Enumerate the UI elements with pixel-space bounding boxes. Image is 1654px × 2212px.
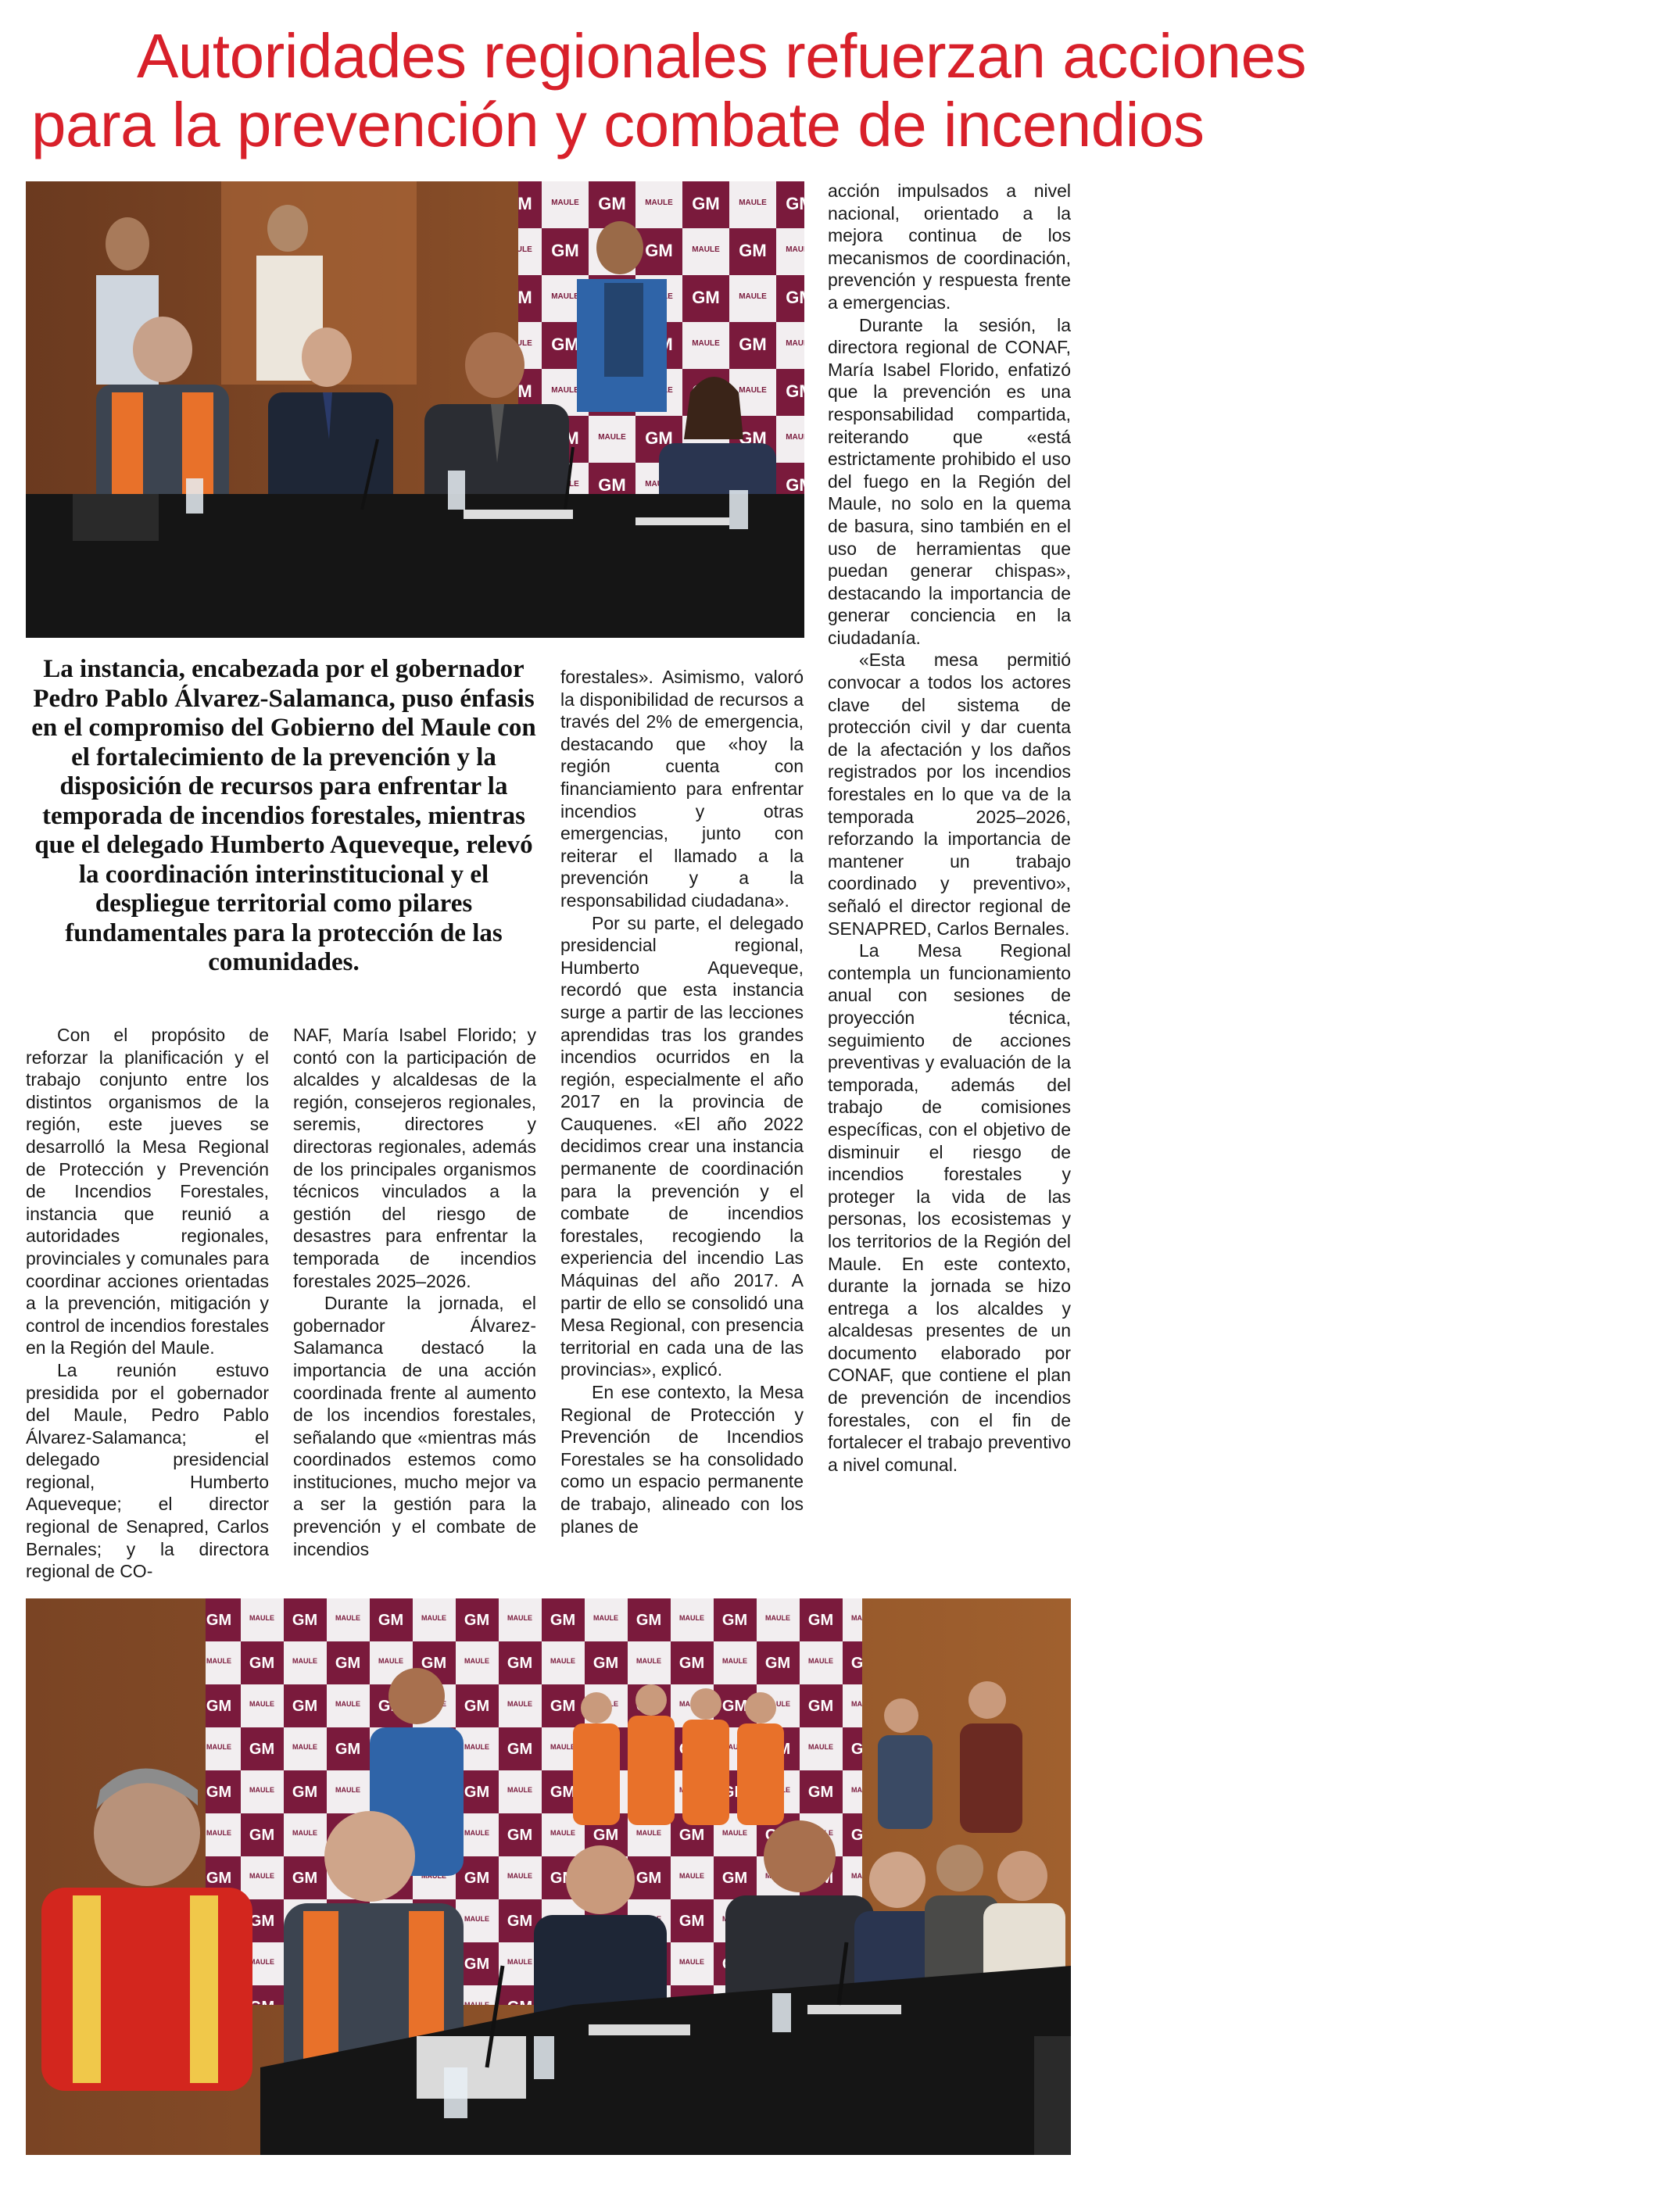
article-column-2	[293, 1024, 536, 1560]
meeting-photo-bottom	[26, 1598, 1071, 2155]
article-lead: La instancia, encabezada por el gobernador Pedro Pablo Álvarez-Salamanca, puso énfasis en el compromiso del Gobierno del Maule con el fortalecimiento de la prevención y la disposición de recursos para enfrentar la temporada de incendios forestales, mientras que el delegado Humberto Aqueveque, relevó la coordinación interinstitucional y el despliegue territorial como pilares fundamentales para la protección de las comunidades.	[31, 655, 536, 976]
article-column-4	[828, 180, 1071, 1476]
paragraph: forestales». Asimismo, valoró la disponibilidad de recursos a través del 2% de emergencia, destacando que «hoy la región cuenta con financiamiento para enfrentar incendios y otras emergencias, junto con reiterar el llamado a la prevención y a la responsabilidad ciudadana».	[560, 667, 804, 911]
headline	[31, 21, 1306, 159]
paragraph: «Esta mesa permitió convocar a todos los actores clave del sistema de protección civil y dar cuenta de la afectación y los daños registrados por los incendios forestales en lo que va de la temporada 2025–2026, reforzando la importancia de mantener un trabajo coordinado y preventivo», señaló el director regional de SENAPRED, Carlos Bernales.	[828, 650, 1071, 939]
headline-line-2: para la prevención y combate de incendios	[31, 90, 1205, 159]
paragraph: La reunión estuvo presidida por el gobernador del Maule, Pedro Pablo Álvarez-Salamanca; el delegado presidencial regional, Humberto Aqueveque; el director regional de Senapred, Carlos Bernales; y la directora regional de CO-	[26, 1359, 269, 1582]
headline-line-1: Autoridades regionales refuerzan acciones	[137, 21, 1306, 91]
paragraph: Durante la jornada, el gobernador Álvarez-Salamanca destacó la importancia de una acción coordinada frente al aumento de los incendios forestales, señalando que «mientras más coordinados estemos como instituciones, mucho mejor va a ser la gestión para la prevención y el combate de incendios	[293, 1293, 536, 1559]
headline-area	[31, 21, 1306, 170]
article-column-1	[26, 1024, 269, 1583]
paragraph: En ese contexto, la Mesa Regional de Protección y Prevención de Incendios Forestales se ha consolidado como un espacio permanente de trabajo, alineado con los planes de	[560, 1382, 804, 1537]
paragraph: NAF, María Isabel Florido; y contó con la participación de alcaldes y alcaldesas de la región, consejeros regionales, seremis, directores y directoras regionales, además de los principales organismos técnicos vinculados a la gestión del riesgo de desastres para enfrentar la temporada de incendios forestales 2025–2026.	[293, 1025, 536, 1291]
paragraph: Con el propósito de reforzar la planificación y el trabajo conjunto entre los distintos organismos de la región, este jueves se desarrolló la Mesa Regional de Protección y Prevención de Incendios Forestales, instancia que reunió a autoridades regionales, provinciales y comunales para coordinar acciones orientadas a la prevención, mitigación y control de incendios forestales en la Región del Maule.	[26, 1025, 269, 1358]
paragraph: Por su parte, el delegado presidencial regional, Humberto Aqueveque, recordó que esta instancia surge a partir de las lecciones aprendidas tras los grandes incendios ocurridos en la región, especialmente el año 2017 en la provincia de Cauquenes. «El año 2022 decidimos crear una instancia permanente de coordinación para la prevención y el combate de incendios forestales, recogiendo la experiencia del incendio Las Máquinas del año 2017. A partir de ello se consolidó una Mesa Regional, con presencia territorial en cada una de las provincias», explicó.	[560, 912, 804, 1380]
meeting-photo-top	[26, 181, 804, 638]
paragraph: Durante la sesión, la directora regional de CONAF, María Isabel Florido, enfatizó que la prevención es una responsabilidad compartida, reiterando que «está estrictamente prohibido el uso del fuego en la Región del Maule, no solo en la quema de basura, sino también en el uso de herramientas que puedan generar chispas», destacando la importancia de generar conciencia en la ciudadanía.	[828, 314, 1071, 648]
article-column-3	[560, 666, 804, 1537]
paragraph: acción impulsados a nivel nacional, orientado a la mejora continua de los mecanismos de coordinación, prevención y respuesta frente a emergencias.	[828, 181, 1071, 313]
paragraph: La Mesa Regional contempla un funcionamiento anual con sesiones de proyección técnica, seguimiento de acciones preventivas y evaluación de la temporada, además del trabajo de comisiones específicas, con el objetivo de disminuir el riesgo de incendios forestales y proteger la vida de las personas, los ecosistemas y los territorios de la Región del Maule. En este contexto, durante la jornada se hizo entrega a los alcaldes y alcaldesas presentes de un documento elaborado por CONAF, que contiene el plan de prevención de incendios forestales, con el fin de fortalecer el trabajo preventivo a nivel comunal.	[828, 940, 1071, 1475]
